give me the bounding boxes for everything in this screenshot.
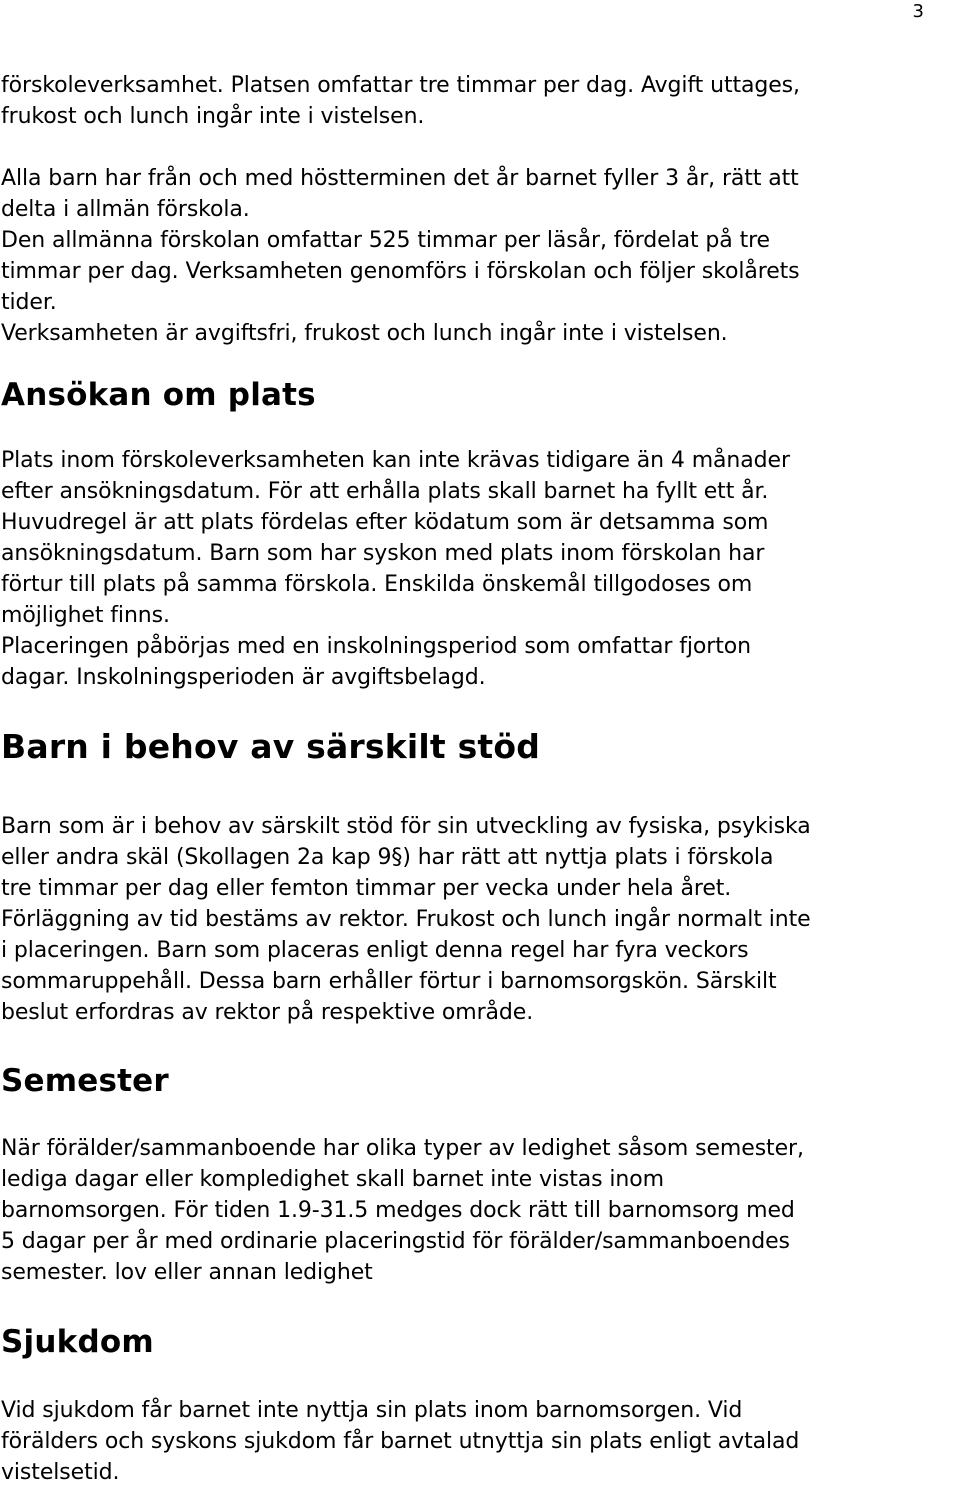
text-line: Alla barn har från och med höstterminen det år barnet fyller 3 år, rätt att (1, 166, 799, 191)
section-semester-body (1, 1133, 956, 1288)
page-content (1, 70, 956, 1488)
text-line: Förläggning av tid bestäms av rektor. Frukost och lunch ingår normalt inte (1, 907, 811, 932)
heading-sjukdom: Sjukdom (1, 1324, 154, 1360)
text-line: vistelsetid. (1, 1460, 120, 1485)
text-line: dagar. Inskolningsperioden är avgiftsbelagd. (1, 665, 486, 690)
text-line: Huvudregel är att plats fördelas efter ködatum som är detsamma som (1, 510, 769, 535)
text-line: förskoleverksamhet. Platsen omfattar tre timmar per dag. Avgift uttages, (1, 73, 800, 98)
section-ansokan-body (1, 445, 956, 693)
text-line: förälders och syskons sjukdom får barnet utnyttja sin plats enligt avtalad (1, 1429, 800, 1454)
text-line: efter ansökningsdatum. För att erhålla plats skall barnet ha fyllt ett år. (1, 479, 769, 504)
text-line: 5 dagar per år med ordinarie placeringstid för förälder/sammanboendes (1, 1229, 790, 1254)
text-line: beslut erfordras av rektor på respektive område. (1, 1000, 534, 1025)
intro-paragraph-2 (1, 163, 956, 349)
text-line: Verksamheten är avgiftsfri, frukost och lunch ingår inte i vistelsen. (1, 321, 728, 346)
section-barn-body (1, 811, 956, 1028)
text-line: Den allmänna förskolan omfattar 525 timmar per läsår, fördelat på tre (1, 228, 770, 253)
text-line: barnomsorgen. För tiden 1.9-31.5 medges dock rätt till barnomsorg med (1, 1198, 795, 1223)
page-number: 3 (912, 1, 924, 22)
section-sjukdom-body (1, 1395, 956, 1488)
text-line: semester. lov eller annan ledighet (1, 1260, 373, 1285)
text-line: Plats inom förskoleverksamheten kan inte krävas tidigare än 4 månader (1, 448, 790, 473)
text-line: tider. (1, 290, 57, 315)
heading-barn-i-behov: Barn i behov av särskilt stöd (1, 727, 541, 766)
text-line: i placeringen. Barn som placeras enligt denna regel har fyra veckors (1, 938, 749, 963)
text-line: tre timmar per dag eller femton timmar per vecka under hela året. (1, 876, 732, 901)
text-line: förtur till plats på samma förskola. Enskilda önskemål tillgodoses om (1, 572, 753, 597)
heading-semester: Semester (1, 1063, 169, 1099)
text-line: Placeringen påbörjas med en inskolningsperiod som omfattar fjorton (1, 634, 751, 659)
text-line: lediga dagar eller kompledighet skall barnet inte vistas inom (1, 1167, 664, 1192)
text-line: timmar per dag. Verksamheten genomförs i förskolan och följer skolårets (1, 259, 800, 284)
text-line: möjlighet finns. (1, 603, 170, 628)
text-line: Vid sjukdom får barnet inte nyttja sin plats inom barnomsorgen. Vid (1, 1398, 743, 1423)
text-line: frukost och lunch ingår inte i vistelsen. (1, 104, 425, 129)
text-line: När förälder/sammanboende har olika typer av ledighet såsom semester, (1, 1136, 804, 1161)
intro-paragraph-1 (1, 70, 956, 132)
heading-ansokan-om-plats: Ansökan om plats (1, 377, 316, 413)
text-line: Barn som är i behov av särskilt stöd för sin utveckling av fysiska, psykiska (1, 814, 811, 839)
text-line: delta i allmän förskola. (1, 197, 250, 222)
paragraph-gap (1, 132, 956, 163)
text-line: eller andra skäl (Skollagen 2a kap 9§) har rätt att nyttja plats i förskola (1, 845, 774, 870)
text-line: ansökningsdatum. Barn som har syskon med plats inom förskolan har (1, 541, 765, 566)
text-line: sommaruppehåll. Dessa barn erhåller förtur i barnomsorgskön. Särskilt (1, 969, 777, 994)
